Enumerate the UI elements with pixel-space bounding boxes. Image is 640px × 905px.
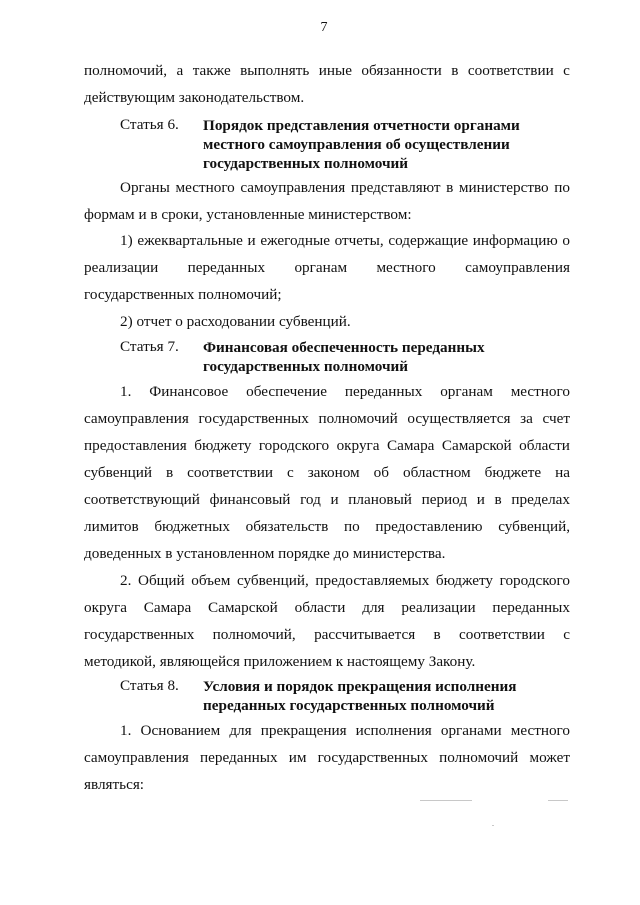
page-number: 7 [320,20,328,35]
intro-line-1-word: соответствии [467,62,554,79]
article-6-item-1-line-1-word: о [562,232,570,249]
article-8-paragraph-1-line-2-word: государственных [317,749,428,766]
article-6-item-1-line-2-word: реализации [84,259,159,276]
article-7-paragraph-1-line-5-word: год [300,491,321,508]
intro-line-1-word: с [563,62,570,79]
article-7-paragraph-2-line-3 [84,626,570,644]
article-7-paragraph-2-line-2 [84,599,570,617]
article-6-paragraph-1-line-1-word: в [446,179,454,196]
intro-line-1 [84,62,570,80]
article-8-paragraph-1-line-2-word: может [529,749,570,766]
article-7-paragraph-1-line-4-word: на [555,464,570,481]
article-8-paragraph-1-line-2-word: самоуправления [84,749,189,766]
article-8-paragraph-1-line-1-word: для [229,722,252,739]
article-6-paragraph-1-line-1 [120,179,570,197]
intro-line-1-word: обязанности [361,62,442,79]
article-7-paragraph-1-line-6 [84,518,570,536]
article-7-paragraph-2-line-3-word: соответствии [459,626,545,643]
article-8-paragraph-1-line-1-word: Основанием [140,722,221,739]
article-7-paragraph-1-line-4-word: законом [307,464,360,481]
scan-speck [420,800,472,801]
article-8-paragraph-1-line-1-word: органами [440,722,502,739]
article-7-paragraph-1-line-1 [120,383,570,401]
article-7-paragraph-2-line-3-word: с [563,626,570,643]
article-7-paragraph-1-line-6-word: обязательств [245,518,329,535]
article-8-paragraph-1-line-1-word: местного [510,722,570,739]
article-7-paragraph-1-line-3-word: области [519,437,570,454]
article-6-item-1-line-2 [84,259,570,277]
article-6-item-1-line-1-word: и [247,232,256,249]
article-7-paragraph-1-line-1-word: обеспечение [246,383,327,400]
article-6-paragraph-1-line-1-word: Органы [120,179,170,196]
article-7-paragraph-2-line-4: методикой, являющейся приложением к настоящему Закону. [84,653,476,670]
article-7-paragraph-2-line-3-word: рассчитывается [314,626,416,643]
article-7-label: Статья 7. [120,338,179,355]
article-7-paragraph-1-line-1-word: органам [440,383,493,400]
article-7-paragraph-1-line-1-word: местного [510,383,570,400]
article-7-paragraph-1-line-2-word: за [520,410,533,427]
article-7-paragraph-1-line-6-word: по [343,518,360,535]
article-7-paragraph-1-line-5-word: финансовый [209,491,291,508]
article-7-paragraph-1-line-1-word: переданных [344,383,423,400]
article-7-paragraph-1-line-4-word: областном [402,464,471,481]
article-7-paragraph-2-line-1-word: предоставляемых [315,572,430,589]
article-7-paragraph-1-line-3-word: округа [336,437,380,454]
article-6-item-1-line-1-word: ежеквартальные [137,232,243,249]
article-7-paragraph-2-line-2-word: Самарской [208,599,278,616]
article-8-paragraph-1-line-2-word: переданных [200,749,278,766]
article-7-paragraph-1-line-2-word: счет [542,410,570,427]
article-7-paragraph-2-line-2-word: округа [84,599,127,616]
article-7-title-line-1: Финансовая обеспеченность переданных [203,339,485,356]
article-6-title-line-1: Порядок представления отчетности органами [203,117,520,134]
article-7-paragraph-1-line-6-word: предоставлению [375,518,483,535]
article-6-title-line-3: государственных полномочий [203,155,409,172]
article-7-paragraph-1-line-2 [84,410,570,428]
article-7-paragraph-1-line-1-word: 1. [120,383,132,400]
article-6-item-1-line-1-word: ежегодные [260,232,330,249]
article-8-title-line-1: Условия и порядок прекращения исполнения [203,678,517,695]
article-6-item-2: 2) отчет о расходовании субвенций. [120,313,351,330]
article-7-paragraph-1-line-5-word: плановый [348,491,412,508]
article-7-paragraph-2-line-1-word: бюджету [435,572,494,589]
article-7-paragraph-1-line-4-word: в [165,464,174,481]
article-8-paragraph-1-line-1 [120,722,570,740]
article-6-item-1-line-1 [120,232,570,250]
intro-line-1-word: полномочий, [84,62,168,79]
article-7-paragraph-1-line-6-word: лимитов [84,518,139,535]
article-6-item-1-line-2-word: самоуправления [465,259,570,276]
article-7-paragraph-2-line-2-word: Самара [143,599,192,616]
article-6-item-1-line-1-word: 1) [120,232,133,249]
article-8-label: Статья 8. [120,677,179,694]
article-8-paragraph-1-line-2-word: полномочий [439,749,519,766]
article-6-item-1-line-1-word: содержащие [388,232,469,249]
article-7-paragraph-2-line-1-word: Общий [137,572,185,589]
article-8-paragraph-1-line-1-word: прекращения [260,722,347,739]
article-7-paragraph-1-line-5-word: соответствующий [84,491,200,508]
article-7-paragraph-1-line-3-word: Самара [386,437,435,454]
article-7-paragraph-2-line-2-word: переданных [492,599,570,616]
article-7-paragraph-1-line-2-word: осуществляется [407,410,511,427]
article-7-paragraph-1-line-5-word: пределах [511,491,570,508]
article-7-paragraph-1-line-5-word: и [330,491,339,508]
article-7-paragraph-2-line-2-word: реализации [401,599,476,616]
intro-line-2: действующим законодательством. [84,89,305,106]
article-6-item-1-line-2-word: переданных [187,259,266,276]
intro-line-1-word: иные [318,62,352,79]
intro-line-1-word: в [451,62,459,79]
article-7-paragraph-2-line-1-word: городского [499,572,570,589]
article-7-paragraph-2-line-3-word: в [433,626,441,643]
article-7-paragraph-1-line-2-word: государственных [198,410,309,427]
intro-line-1-word: выполнять [240,62,310,79]
article-7-paragraph-1-line-4-word: бюджете [484,464,542,481]
article-7-paragraph-1-line-4-word: соответствии [187,464,273,481]
article-8-paragraph-1-line-1-word: исполнения [355,722,432,739]
article-6-paragraph-1-line-1-word: представляют [350,179,441,196]
article-6-item-1-line-1-word: отчеты, [334,232,384,249]
article-6-paragraph-1-line-2: формам и в сроки, установленные министерством: [84,206,412,223]
article-8-title-line-2: переданных государственных полномочий [203,697,495,714]
article-7-paragraph-2-line-1-word: объем [191,572,231,589]
article-7-paragraph-1-line-4 [84,464,570,482]
article-7-paragraph-1-line-6-word: бюджетных [154,518,230,535]
article-6-item-1-line-2-word: органам [294,259,348,276]
article-7-paragraph-2-line-1-word: субвенций, [236,572,309,589]
article-7-paragraph-1-line-5-word: в [494,491,502,508]
article-8-paragraph-1-line-1-word: 1. [120,722,132,739]
article-7-paragraph-1-line-5-word: и [476,491,485,508]
article-7-paragraph-1-line-3-word: Самарской [441,437,512,454]
article-7-paragraph-2-line-2-word: для [362,599,385,616]
scan-speck [548,800,568,801]
article-7-paragraph-2-line-1-word: 2. [120,572,132,589]
article-7-paragraph-1-line-3-word: бюджету [194,437,252,454]
article-7-paragraph-1-line-7: доведенных в установленном порядке до министерства. [84,545,446,562]
article-6-paragraph-1-line-1-word: местного [175,179,235,196]
article-6-title-line-2: местного самоуправления об осуществлении [203,136,510,153]
article-7-paragraph-1-line-2-word: самоуправления [84,410,189,427]
article-7-paragraph-1-line-4-word: об [373,464,389,481]
article-7-paragraph-1-line-3-word: городского [258,437,330,454]
article-7-paragraph-1-line-5-word: период [421,491,468,508]
article-7-paragraph-1-line-4-word: субвенций [84,464,152,481]
article-6-label: Статья 6. [120,116,179,133]
article-7-paragraph-2-line-1 [120,572,570,590]
article-6-paragraph-1-line-1-word: министерство [458,179,549,196]
article-8-paragraph-1-line-3: являться: [84,776,145,793]
article-7-paragraph-1-line-4-word: с [286,464,294,481]
article-7-title-line-2: государственных полномочий [203,358,409,375]
article-8-paragraph-1-line-2-word: им [288,749,307,766]
article-7-paragraph-1-line-1-word: Финансовое [149,383,229,400]
article-6-paragraph-1-line-1-word: по [554,179,570,196]
article-7-paragraph-1-line-3 [84,437,570,455]
article-7-paragraph-2-line-2-word: области [294,599,346,616]
article-8-paragraph-1-line-2 [84,749,570,767]
article-7-paragraph-1-line-5 [84,491,570,509]
intro-line-1-word: а [176,62,184,79]
article-7-paragraph-2-line-3-word: полномочий, [212,626,296,643]
article-6-item-1-line-1-word: информацию [472,232,558,249]
article-6-paragraph-1-line-1-word: самоуправления [240,179,346,196]
article-7-paragraph-1-line-2-word: полномочий [318,410,398,427]
article-7-paragraph-1-line-3-word: предоставления [84,437,187,454]
article-6-item-1-line-2-word: местного [376,259,436,276]
article-7-paragraph-2-line-3-word: государственных [84,626,195,643]
article-7-paragraph-1-line-6-word: субвенций, [498,518,570,535]
intro-line-1-word: также [192,62,231,79]
scan-speck [492,825,494,826]
article-6-item-1-line-3: государственных полномочий; [84,286,282,303]
